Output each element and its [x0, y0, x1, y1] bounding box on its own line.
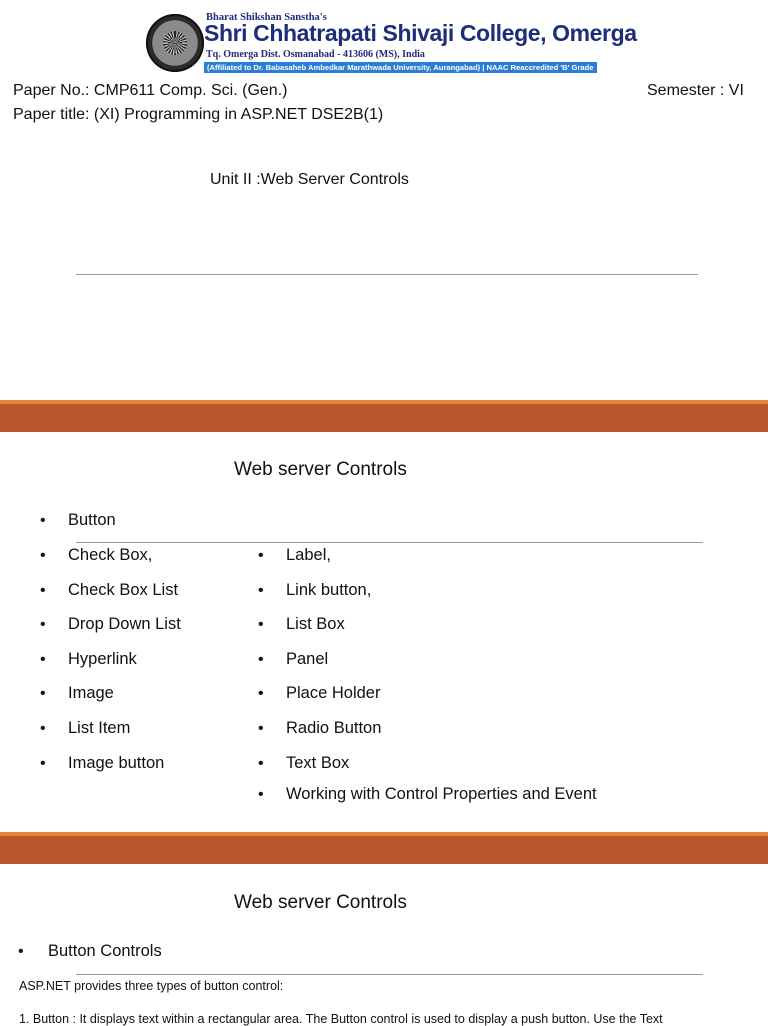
- slide-separator: [0, 836, 768, 864]
- college-seal-icon: [146, 14, 204, 72]
- list-item: • Check Box,: [40, 546, 153, 564]
- list-item: • Image: [40, 684, 114, 702]
- college-header: [146, 12, 637, 74]
- divider: [76, 542, 703, 543]
- list-item: • Drop Down List: [40, 615, 181, 633]
- college-address: Tq. Omerga Dist. Osmanabad - 413606 (MS), India: [206, 49, 425, 60]
- paragraph-text: 1. Button : It displays text within a rectangular area. The Button control is used to display a push button. Use the Text: [19, 1012, 663, 1026]
- list-item: • Link button,: [258, 581, 372, 599]
- divider: [76, 274, 698, 275]
- list-item: • List Box: [258, 615, 345, 633]
- paper-number: Paper No.: CMP611 Comp. Sci. (Gen.): [13, 82, 288, 99]
- unit-title: Unit II :Web Server Controls: [210, 171, 409, 188]
- list-item: • Image button: [40, 754, 165, 772]
- slide-separator: [0, 404, 768, 432]
- slide-title: Web server Controls: [234, 459, 407, 480]
- college-name: Shri Chhatrapati Shivaji College, Omerga: [204, 20, 637, 46]
- list-item: • Label,: [258, 546, 331, 564]
- list-item: • Place Holder: [258, 684, 381, 702]
- trust-name: Bharat Shikshan Sanstha's: [206, 12, 327, 23]
- list-item: • Text Box: [258, 754, 350, 772]
- list-item: • Working with Control Properties and Event: [258, 785, 597, 803]
- intro-text: ASP.NET provides three types of button control:: [19, 979, 284, 993]
- list-item: • Button Controls: [18, 942, 162, 960]
- paper-title: Paper title: (XI) Programming in ASP.NET DSE2B(1): [13, 106, 384, 123]
- list-item: • Radio Button: [258, 719, 382, 737]
- list-item: • Button: [40, 511, 116, 529]
- slide-title: Web server Controls: [234, 892, 407, 913]
- list-item: • Hyperlink: [40, 650, 137, 668]
- divider: [76, 974, 703, 975]
- semester: Semester : VI: [647, 82, 744, 99]
- list-item: • Panel: [258, 650, 329, 668]
- list-item: • List Item: [40, 719, 131, 737]
- list-item: • Check Box List: [40, 581, 179, 599]
- affiliation-strip: (Affiliated to Dr. Babasaheb Ambedkar Marathwada University, Aurangabad) | NAAC Reaccredited 'B' Grade: [204, 62, 597, 73]
